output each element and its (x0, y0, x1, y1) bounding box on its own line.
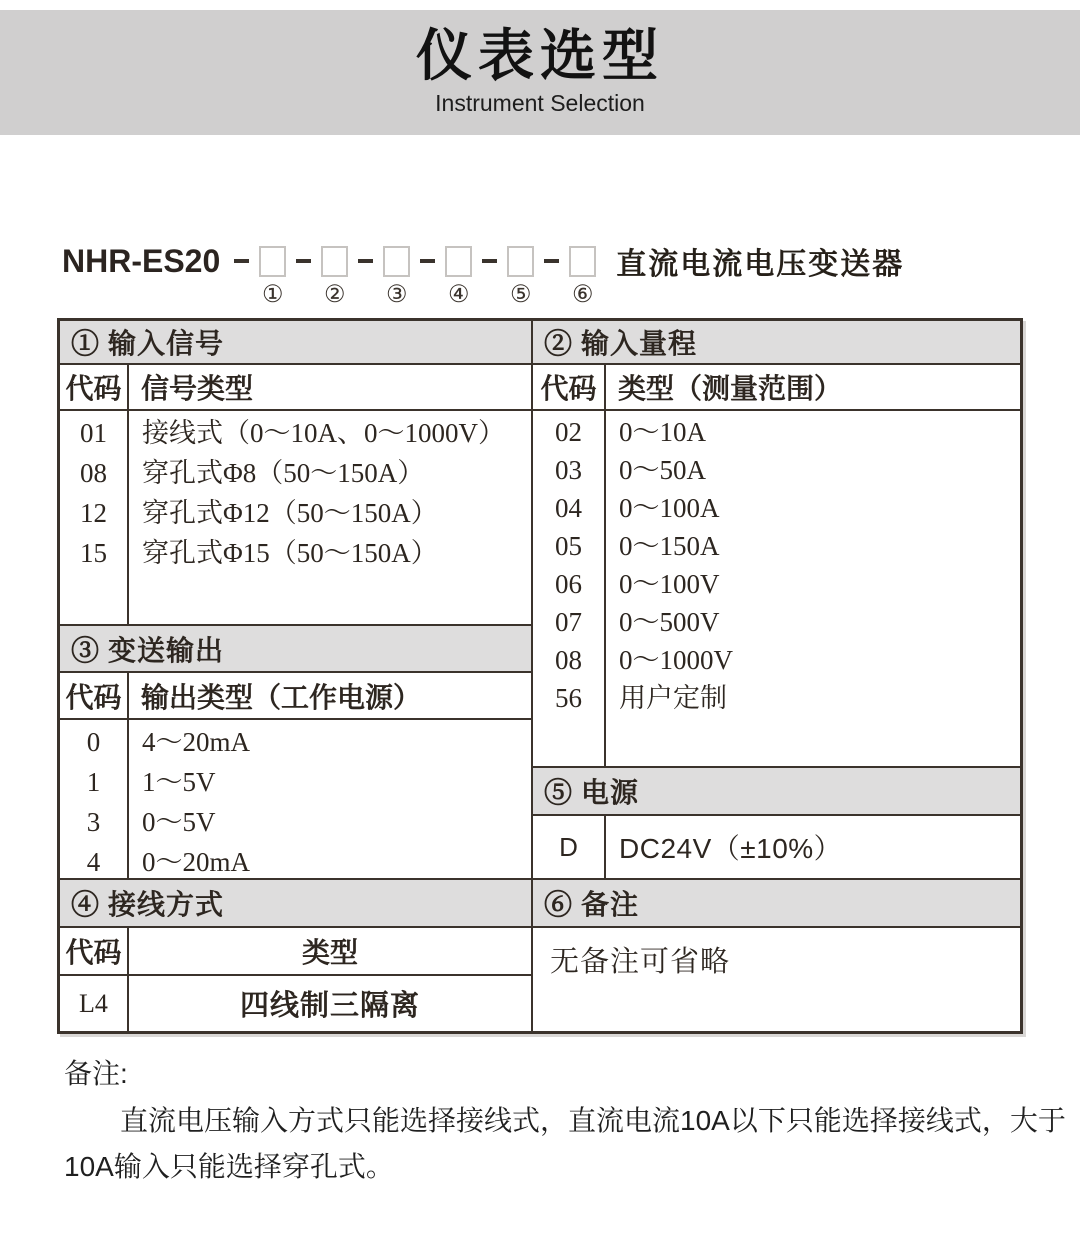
page-subtitle: Instrument Selection (435, 90, 645, 117)
code-cell: 4 (86, 847, 101, 877)
value-cell: 4～20mA (142, 727, 250, 757)
code-list (533, 411, 606, 766)
column-header-code: 代码 (60, 928, 129, 974)
code-cell: 08 (555, 645, 582, 675)
value-list (129, 411, 531, 624)
slot-number: ④ (448, 281, 470, 308)
dash-icon (296, 259, 311, 263)
value-cell: 0～100A (619, 493, 720, 523)
model-slot-6 (534, 246, 596, 308)
column-header-row (533, 365, 1020, 411)
wiring-row (60, 976, 531, 1031)
section-header-power: ⑤ 电源 (533, 768, 1020, 816)
column-header-value: 信号类型 (141, 374, 254, 405)
column-header-value: 类型 (301, 938, 358, 969)
model-suffix: 直流电流电压变送器 (616, 248, 905, 281)
model-slot-5 (472, 246, 534, 308)
value-cell: 0～5V (142, 807, 216, 837)
value-cell: 穿孔式Φ8（50～150A） (142, 458, 425, 488)
dash-icon (420, 259, 435, 263)
dash-icon (482, 259, 497, 263)
column-header-value: 输出类型（工作电源） (141, 682, 422, 714)
model-slot-2 (286, 246, 348, 308)
section-header-remark: ⑥ 备注 (533, 880, 1020, 928)
remark-content: 无备注可省略 (550, 946, 731, 978)
model-prefix: NHR-ES20 (62, 242, 221, 279)
model-slot-box (569, 246, 596, 308)
model-slot-4 (410, 246, 472, 308)
table-right-column (531, 321, 1020, 1031)
value-cell: 用户定制 (619, 683, 727, 713)
code-cell: 15 (80, 538, 107, 568)
code-cell: 06 (555, 569, 582, 599)
code-cell: 02 (555, 417, 582, 447)
section-header-transmit-output: ③ 变送输出 (60, 626, 531, 673)
section-header-input-signal: ① 输入信号 (60, 321, 531, 365)
column-header-row (60, 928, 531, 976)
input-range-rows (533, 411, 1020, 768)
footnote-text: 直流电压输入方式只能选择接线式，直流电流10A以下只能选择接线式，大于10A输入只能选择穿孔式。 (64, 1105, 1066, 1182)
value-cell: 0～100V (619, 569, 720, 599)
slot-number: ② (324, 281, 346, 308)
model-slot-box (507, 246, 534, 308)
model-slot-box (383, 246, 410, 308)
code-cell: 1 (86, 767, 101, 797)
code-cell: 08 (80, 458, 107, 488)
dash-icon (234, 259, 249, 263)
power-row (533, 816, 1020, 880)
code-cell: 0 (86, 727, 101, 757)
model-code-line (62, 241, 905, 308)
code-cell: L4 (60, 976, 129, 1031)
model-slot-box (445, 246, 472, 308)
model-slot-box (259, 246, 286, 308)
footnote-label: 备注: (64, 1058, 128, 1089)
model-slot-box (321, 246, 348, 308)
code-cell: 03 (555, 455, 582, 485)
value-cell: 接线式（0～10A、0～1000V） (142, 418, 505, 448)
selection-table (57, 318, 1023, 1034)
column-header-value: 类型（测量范围） (618, 374, 843, 405)
value-cell: 0～1000V (619, 645, 733, 675)
column-header-code: 代码 (60, 673, 129, 718)
page-header (0, 10, 1080, 135)
dash-icon (544, 259, 559, 263)
column-header-row (60, 673, 531, 720)
value-list (129, 720, 531, 878)
dash-icon (358, 259, 373, 263)
value-cell: 穿孔式Φ12（50～150A） (142, 498, 438, 528)
code-list (60, 411, 129, 624)
footnote (64, 1054, 1069, 1190)
code-cell: 07 (555, 607, 582, 637)
code-cell: 3 (86, 807, 101, 837)
section-header-input-range: ② 输入量程 (533, 321, 1020, 365)
value-cell: 0～500V (619, 607, 720, 637)
slot-number: ⑤ (510, 281, 532, 308)
value-cell: 穿孔式Φ15（50～150A） (142, 538, 438, 568)
transmit-output-rows (60, 720, 531, 880)
section-header-wiring: ④ 接线方式 (60, 880, 531, 928)
table-left-column (60, 321, 531, 1031)
column-header-code: 代码 (533, 365, 606, 409)
slot-number: ⑥ (572, 281, 594, 308)
page-title: 仪表选型 (416, 23, 664, 89)
value-cell: 0～20mA (142, 847, 250, 877)
code-cell: 05 (555, 531, 582, 561)
slot-number: ① (262, 281, 284, 308)
code-cell: D (533, 816, 606, 878)
value-cell: 0～10A (619, 417, 706, 447)
code-cell: 12 (80, 498, 107, 528)
code-cell: 56 (555, 683, 582, 713)
code-cell: 04 (555, 493, 582, 523)
value-cell: 1～5V (142, 767, 216, 797)
value-cell: 四线制三隔离 (239, 990, 420, 1022)
code-list (60, 720, 129, 878)
value-list (606, 411, 1020, 766)
model-slot-1 (224, 246, 286, 308)
value-cell: 0～150A (619, 531, 720, 561)
value-cell: DC24V（±10%） (619, 833, 843, 864)
column-header-code: 代码 (60, 365, 129, 409)
value-cell: 0～50A (619, 455, 706, 485)
input-signal-rows (60, 411, 531, 626)
code-cell: 01 (80, 418, 107, 448)
model-slot-3 (348, 246, 410, 308)
column-header-row (60, 365, 531, 411)
slot-number: ③ (386, 281, 408, 308)
